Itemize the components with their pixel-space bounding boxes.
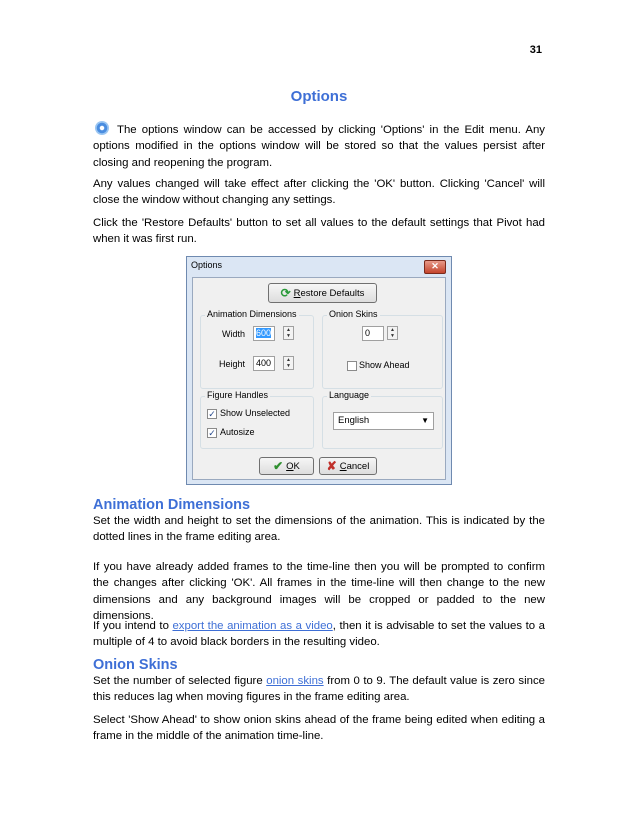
intro-paragraph-2: Any values changed will take effect after clicking the 'OK' button. Clicking 'Cancel' will close the window without changing any settings. [93, 178, 545, 207]
show-ahead-label: Show Ahead [359, 360, 410, 370]
language-select[interactable]: English ▼ [333, 412, 434, 430]
ok-button[interactable]: ✔ O K [259, 457, 314, 475]
height-input[interactable]: 400 [253, 356, 275, 371]
animation-paragraph-3: If you intend to export the animation as a video, then it is advisable to set the values to a multiple of 4 to avoid black borders in the resulting video. [93, 620, 545, 649]
export-video-link[interactable]: export the animation as a video [172, 620, 333, 632]
checkmark-icon: ✔ [273, 459, 284, 473]
autosize-label: Autosize [220, 427, 255, 437]
figure-handles-label: Figure Handles [207, 390, 269, 400]
restore-defaults-button[interactable]: ⟳ R estore Defaults [268, 283, 377, 303]
animation-paragraph-1: Set the width and height to set the dimensions of the animation. This is indicated by the dotted lines in the frame editing area. [93, 515, 545, 544]
show-ahead-checkbox[interactable] [347, 361, 357, 371]
figure-handles-group [200, 390, 314, 449]
options-gear-icon [95, 121, 109, 135]
language-group [322, 390, 443, 449]
animation-dimensions-label: Animation Dimensions [207, 309, 297, 319]
onion-skins-label: Onion Skins [329, 309, 378, 319]
animation-dimensions-group [200, 309, 314, 389]
intro-paragraph-1: The options window can be accessed by clicking 'Options' in the Edit menu. Any options modified in the options window will be stored so that the values persist after closing and reopening the program. [93, 121, 545, 171]
autosize-checkbox[interactable]: ✓ [208, 428, 216, 438]
language-label: Language [329, 390, 370, 400]
close-icon[interactable]: ✕ [424, 260, 446, 274]
animation-dimensions-heading: Animation Dimensions [93, 497, 251, 513]
chevron-down-icon: ▼ [421, 416, 429, 425]
onion-skins-heading: Onion Skins [93, 657, 178, 673]
dialog-body [192, 277, 446, 480]
page-title: Options [290, 88, 348, 105]
onion-paragraph-2: Select 'Show Ahead' to show onion skins ahead of the frame being edited when editing a frame in the middle of the animation time-line. [93, 714, 545, 743]
options-dialog [186, 256, 452, 485]
cross-icon: ✘ [326, 459, 337, 473]
onion-skins-input[interactable]: 0 [362, 326, 384, 341]
page-number: 31 [529, 44, 542, 56]
onion-paragraph-1: Set the number of selected figure onion skins from 0 to 9. The default value is zero since this reduces lag when moving figures in the frame editing area. [93, 675, 545, 704]
dialog-title: Options [191, 260, 223, 270]
width-stepper[interactable]: ▲ ▼ [283, 326, 294, 340]
intro-paragraph-3: Click the 'Restore Defaults' button to set all values to the default settings that Pivot had when it was first run. [93, 217, 545, 246]
onion-skins-stepper[interactable]: ▲ ▼ [387, 326, 398, 340]
cancel-button[interactable]: ✘ C ancel [319, 457, 377, 475]
refresh-icon: ⟳ [280, 286, 291, 300]
width-label: Width [222, 329, 246, 339]
show-unselected-label: Show Unselected [220, 408, 291, 418]
onion-skins-group [322, 309, 443, 389]
onion-skins-link[interactable]: onion skins [266, 675, 324, 687]
width-input[interactable]: 600 [253, 326, 275, 341]
height-stepper[interactable]: ▲ ▼ [283, 356, 294, 370]
show-unselected-checkbox[interactable]: ✓ [208, 409, 216, 419]
height-label: Height [219, 359, 246, 369]
animation-paragraph-2: If you have already added frames to the time-line then you will be prompted to confirm the changes after clicking 'OK'. All frames in the time-line will then change to the new dimensions and any background images will be cropped or padded to the new dimensions. [93, 561, 545, 623]
